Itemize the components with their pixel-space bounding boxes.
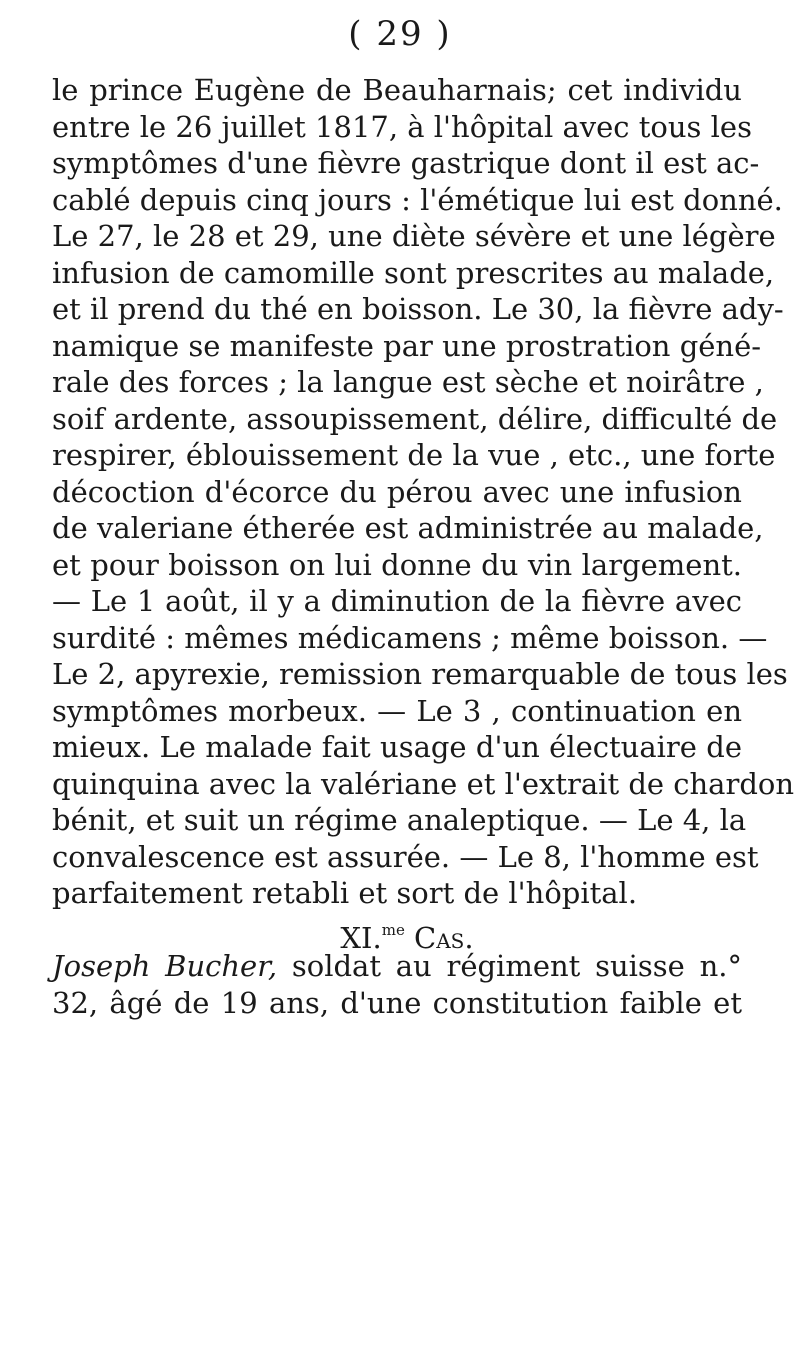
case-heading (52, 912, 742, 955)
text-line: symptômes d'une fièvre gastrique dont il est ac- (52, 146, 760, 180)
text-line: et pour boisson on lui donne du vin largement. (52, 547, 742, 582)
text-line: symptômes morbeux. — Le 3 , continuation en (52, 693, 742, 728)
text-line: surdité : mêmes médicamens ; même boisson. — (52, 620, 768, 655)
text-line: infusion de camomille sont prescrites au malade, (52, 255, 775, 290)
text-line: mieux. Le malade fait usage d'un électuaire de (52, 730, 742, 764)
text-line: Le 27, le 28 et 29, une diète sévère et une légère (52, 219, 776, 253)
text-line: et il prend du thé en boisson. Le 30, la fièvre ady- (52, 292, 784, 326)
text-line: convalescence est assurée. — Le 8, l'homme est (52, 839, 759, 874)
text-line: décoction d'écorce du pérou avec une infusion (52, 474, 742, 509)
page-number: ( 29 ) (348, 14, 452, 54)
text-line: bénit, et suit un régime analeptique. — Le 4, la (52, 803, 747, 837)
case-intro-rest: soldat au régiment suisse n.° (277, 949, 742, 983)
text-line: le prince Eugène de Beauharnais; cet individu (52, 73, 742, 107)
text-line: entre le 26 juillet 1817, à l'hôpital avec tous les (52, 109, 752, 144)
body-text (52, 72, 795, 1021)
text-line: soif ardente, assoupissement, délire, difficulté de (52, 401, 778, 436)
text-line: cablé depuis cinq jours : l'émétique lui est donné. (52, 182, 783, 217)
text-line: 32, âgé de 19 ans, d'une constitution faible et (52, 985, 742, 1020)
text-line: — Le 1 août, il y a diminution de la fièvre avec (52, 584, 742, 618)
text-line: quinquina avec la valériane et l'extrait de chardon (52, 766, 795, 801)
text-line: respirer, éblouissement de la vue , etc., une forte (52, 438, 776, 472)
case-number: XI. (340, 920, 382, 955)
text-line: namique se manifeste par une prostration géné- (52, 328, 762, 363)
case-intro-line (52, 948, 742, 985)
case-number-superscript: me (381, 920, 405, 939)
text-line: parfaitement retabli et sort de l'hôpital. (52, 876, 638, 910)
text-line: de valeriane étherée est administrée au malade, (52, 511, 764, 545)
patient-name: Joseph Bucher, (52, 949, 278, 983)
text-line: rale des forces ; la langue est sèche et noirâtre , (52, 365, 764, 399)
case-label: Cas. (414, 920, 474, 955)
text-line: Le 2, apyrexie, remission remarquable de tous les (52, 657, 788, 691)
